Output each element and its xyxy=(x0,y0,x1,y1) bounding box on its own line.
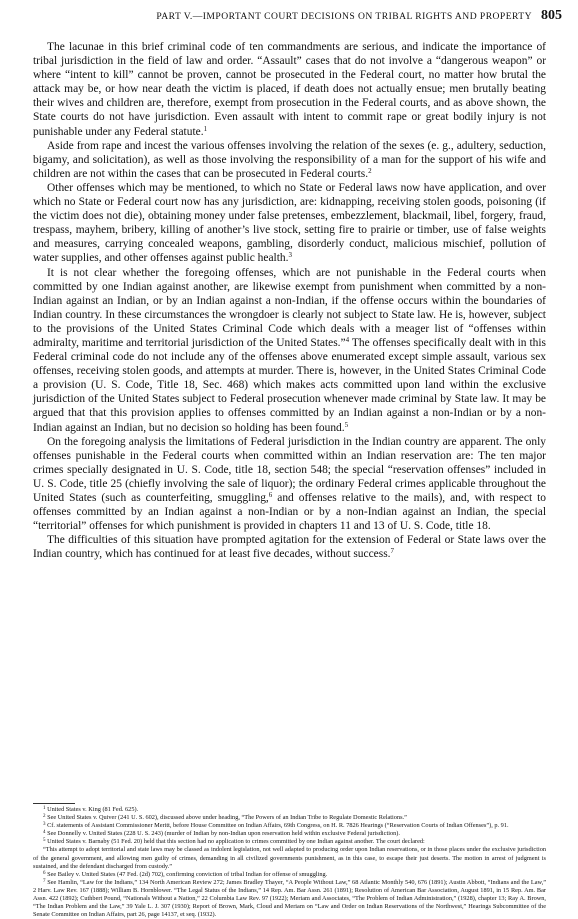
page-number: 805 xyxy=(541,8,562,23)
paragraph: The lacunae in this brief criminal code of ten commandments are serious, and indicate the importance of tribal jurisdiction in the field of law and order. “Assault” cases that do not involve a “dangerous weapon” or where “intent to kill” cannot be proven, cannot be prosecuted in the Federal court, no matter how brutal the attack may be, or how near death the victim is placed, if death does not actually ensue; men brutally beating their wives and children are, therefore, exempt from prosecution in the Federal courts, and as above shown, the State courts do not have jurisdiction. Even assault with intent to commit rape or great bodily injury is not punishable under any Federal statute.$^1$ xyxy=(33,41,546,138)
footnote: $^6$ See Bailey v. United States (47 Fed. (2d) 702), confirming conviction of tribal Indian for offense of smuggling. xyxy=(43,870,328,878)
paragraph: On the foregoing analysis the limitations of Federal jurisdiction in the Indian country are apparent. The only offenses punishable in the Federal courts when committed within an Indian reservation are: The ten major crimes specially designated in U. S. Code, title 18, section 548; the special “reservation offenses” included in U. S. Code, title 25 (chiefly involving the sale of liquor); the ordinary Federal crimes applicable throughout the United States (such as counterfeiting, smuggling,$^6$ and offenses relative to the mails), and, with respect to offenses committed by an Indian against a non-Indian or by a non-Indian against an Indian, the special “territorial” offenses for which punishment is provided in chapters 11 and 13 of U. S. Code, title 18. xyxy=(33,435,547,533)
main-text xyxy=(33,40,546,561)
footnote: $^7$ See Hamlin, “Law for the Indians,” 134 North American Review 272; James Bradley Thayer, “A People Without Law,” 68 Atlantic Monthly 540, 676 (1891); Austin Abbott, “Indians and the Law,” 2 Harv. Law Rev. 167 (1888); William B. Hornblower. “The Legal Status of the Indians,” 14 Rep. Am. Bar Assn. 261 (1891); Resolution of American Bar Association, August 1891, in 15 Rep. Am. Bar Assn. 422 (1892); Cuthbert Pound, “Nationals Without a Nation,” 22 Columbia Law Rev. 97 (1922); Meriam and Associates, “The Problem of Indian Administration,” (1928), chapter 13; Ray A. Brown, “The Indian Problem and the Law,” 39 Yale L. J. 307 (1930); Report of Brown, Mark, Cloud and Meriam on “Law and Order on Indian Reservations of the Northwest,” Hearings Subcommittee of the Senate Committee on Indian Affairs, part 26, page 14137, et seq. (1932). xyxy=(33,878,546,919)
footnotes xyxy=(33,806,546,919)
page-header xyxy=(0,8,570,26)
footnote: $^3$ Cf. statements of Assistant Commissioner Meritt, before House Committee on Indian Affairs, 69th Congress, on H. R. 7826 Hearings (“Reservation Courts of Indian Offenses”), p. 91. xyxy=(43,822,509,830)
footnote-reference: 2 xyxy=(368,166,372,175)
footnote: $^5$ United States v. Barnaby (51 Fed. 20) held that this section had no application to crimes committed by one Indian against another. The court declared: xyxy=(43,838,425,846)
quoted-footnote-text: “This attempt to adopt territorial and state laws may be classed as indolent legislation, not well adapted to producing order upon Indian reservations, or in those places under the exclusive jurisdiction of the general government, and allowing men guilty of crimes, demanding in all civilized governments punishment, as in this case, to escape their just deserts. The motion in arrest of judgment is sustained, and the defendant discharged from custody.” xyxy=(33,846,546,870)
footnote-reference: 4 xyxy=(345,335,350,344)
footnote-reference: 3 xyxy=(288,251,292,260)
footnote: $^4$ See Donnelly v. United States (228 U. S. 243) (murder of Indian by non-Indian upon reservation held within exclusive Federal jurisdiction). xyxy=(43,830,400,838)
footnote-divider xyxy=(33,803,75,804)
paragraph: It is not clear whether the foregoing offenses, which are not punishable in the Federal courts when committed by one Indian against another, are likewise exempt from punishment when committed by a non-Indian against an Indian, or by an Indian against a non-Indian, if the offense occurs within the boundaries of Indian country. In these circumstances the wrongdoer is clearly not subject to State law. He is, however, subject to the provisions of the United States Criminal Code which deals with a meager list of “offenses within admiralty, maritime and territorial jurisdiction of the United States.”$^4$ The offenses specifically dealt with in this Federal criminal code do not include any of the offenses above enumerated except simple assault, various sex offenses, receiving stolen goods, and attempts at murder. There is, however, in the United States Criminal Code a provision (U. S. Code, Title 18, Sec. 468) which makes acts committed upon land within the exclusive jurisdiction of the United States subject to Federal prosecution whenever made criminal by State law. It may be argued that that this provision applies to offenses committed by an Indian against a non-Indian or by a non-Indian against an Indian, but no decision so holding has been found.$^5$ xyxy=(33,266,547,434)
footnote-reference: 6 xyxy=(268,491,273,499)
footnote: $^2$ See United States v. Quiver (241 U. S. 602), discussed above under heading, “The Powers of an Indian Tribe to Regulate Domestic Relations.” xyxy=(43,814,407,822)
paragraph: The difficulties of this situation have prompted agitation for the extension of Federal or State laws over the Indian country, which has continued for at least five decades, without success.$^7$ xyxy=(33,534,546,561)
running-head: PART V.—IMPORTANT COURT DECISIONS ON TRIBAL RIGHTS AND PROPERTY xyxy=(156,11,532,22)
footnote-reference: 1 xyxy=(203,124,208,133)
footnote-reference: 5 xyxy=(344,420,349,429)
paragraph: Aside from rape and incest the various offenses involving the relation of the sexes (e. g., adultery, seduction, bigamy, and solicitation), as well as those involving the responsibility of a man for the support of his wife and children are not within the cases that can be prosecuted in Federal courts.$^2$ xyxy=(33,139,546,180)
footnote-reference: 7 xyxy=(390,547,395,556)
footnote: $^1$ United States v. King (81 Fed. 625). xyxy=(43,806,139,813)
paragraph: Other offenses which may be mentioned, to which no State or Federal laws now have application, and over which no State or Federal court now has any jurisdiction, are: kidnapping, receiving stolen goods, poisoning (if the victim does not die), obtaining money under false pretenses, embezzlement, blackmail, libel, forgery, fraud, trespass, mayhem, bribery, killing of another’s live stock, setting fire to prairie or timber, use of false weights and measures, carrying concealed weapons, gambling, disorderly conduct, malicious mischief, pollution of water supplies, and other offenses against public health.$^3$ xyxy=(33,181,546,265)
